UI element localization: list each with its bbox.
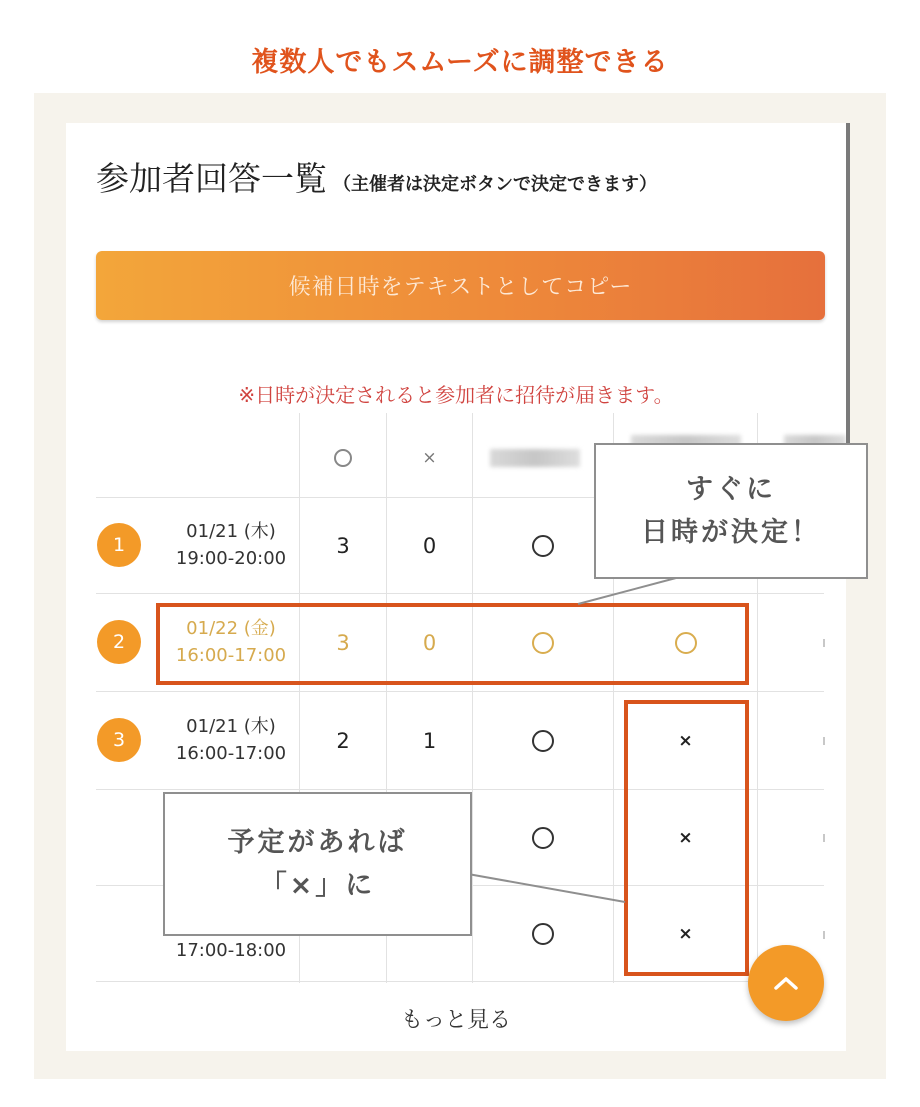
ok-count: 3 [336, 630, 350, 655]
participant-answer [473, 692, 613, 789]
cell-marker [823, 737, 825, 745]
participant-answer: × [678, 923, 693, 944]
headline: 複数人でもスムーズに調整できる [251, 47, 669, 78]
ok-count: 2 [336, 728, 350, 753]
ng-count: 0 [422, 533, 437, 558]
participant-name-blurred [490, 449, 580, 467]
candidate-date: 01/21 (木) [186, 716, 276, 737]
chevron-up-icon [773, 975, 799, 991]
circle-icon [532, 827, 554, 849]
header-ok [300, 433, 386, 483]
show-more-link[interactable]: もっと見る [400, 1008, 511, 1033]
copy-as-text-button[interactable]: 候補日時をテキストとしてコピー [96, 251, 825, 320]
candidate-datetime [166, 518, 296, 572]
highlight-cross-column [624, 700, 749, 976]
circle-icon [532, 730, 554, 752]
ng-count: 0 [422, 630, 437, 655]
page-title-text: 参加者回答一覧 [96, 159, 327, 198]
candidate-number-badge: 1 [97, 523, 141, 567]
scroll-to-top-button[interactable] [748, 945, 824, 1021]
candidate-date: 01/21 (木) [186, 521, 276, 542]
callout-decide-line2: 日時が決定！ [641, 517, 821, 548]
ng-count: 1 [422, 728, 437, 753]
cell-marker [823, 834, 825, 842]
participant-answer [473, 498, 613, 593]
scrollbar[interactable] [846, 123, 850, 453]
candidate-time: 17:00-18:00 [175, 940, 287, 961]
grid-line [96, 981, 824, 982]
page-title [96, 153, 657, 200]
candidate-datetime [166, 713, 296, 767]
circle-icon [532, 923, 554, 945]
ok-count: 3 [336, 533, 350, 558]
callout-cross-line2: 「×」に [259, 870, 376, 901]
candidate-time: 19:00-20:00 [175, 548, 287, 569]
participant-answer [473, 886, 613, 981]
participant-answer: × [678, 730, 693, 751]
callout-cross [163, 792, 472, 936]
circle-icon [334, 449, 352, 467]
candidate-date: 01/22 (金) [186, 618, 276, 639]
circle-icon [532, 535, 554, 557]
highlight-decided-row [156, 603, 749, 685]
callout-cross-line1: 予定があれば [227, 827, 408, 858]
header-ng: × [422, 448, 437, 468]
page-title-note: （主催者は決定ボタンで決定できます） [333, 174, 657, 195]
candidate-number-badge: 2 [97, 620, 141, 664]
cell-marker [823, 931, 825, 939]
notice-text: ※日時が決定されると参加者に招待が届きます。 [238, 383, 674, 407]
callout-decide-line1: すぐに [686, 474, 776, 505]
participant-answer [473, 790, 613, 885]
candidate-number-badge: 3 [97, 718, 141, 762]
participant-answer: × [678, 827, 693, 848]
candidate-time: 16:00-17:00 [175, 743, 287, 764]
callout-decide [594, 443, 868, 579]
cell-marker [823, 639, 825, 647]
candidate-time: 16:00-17:00 [175, 645, 287, 666]
